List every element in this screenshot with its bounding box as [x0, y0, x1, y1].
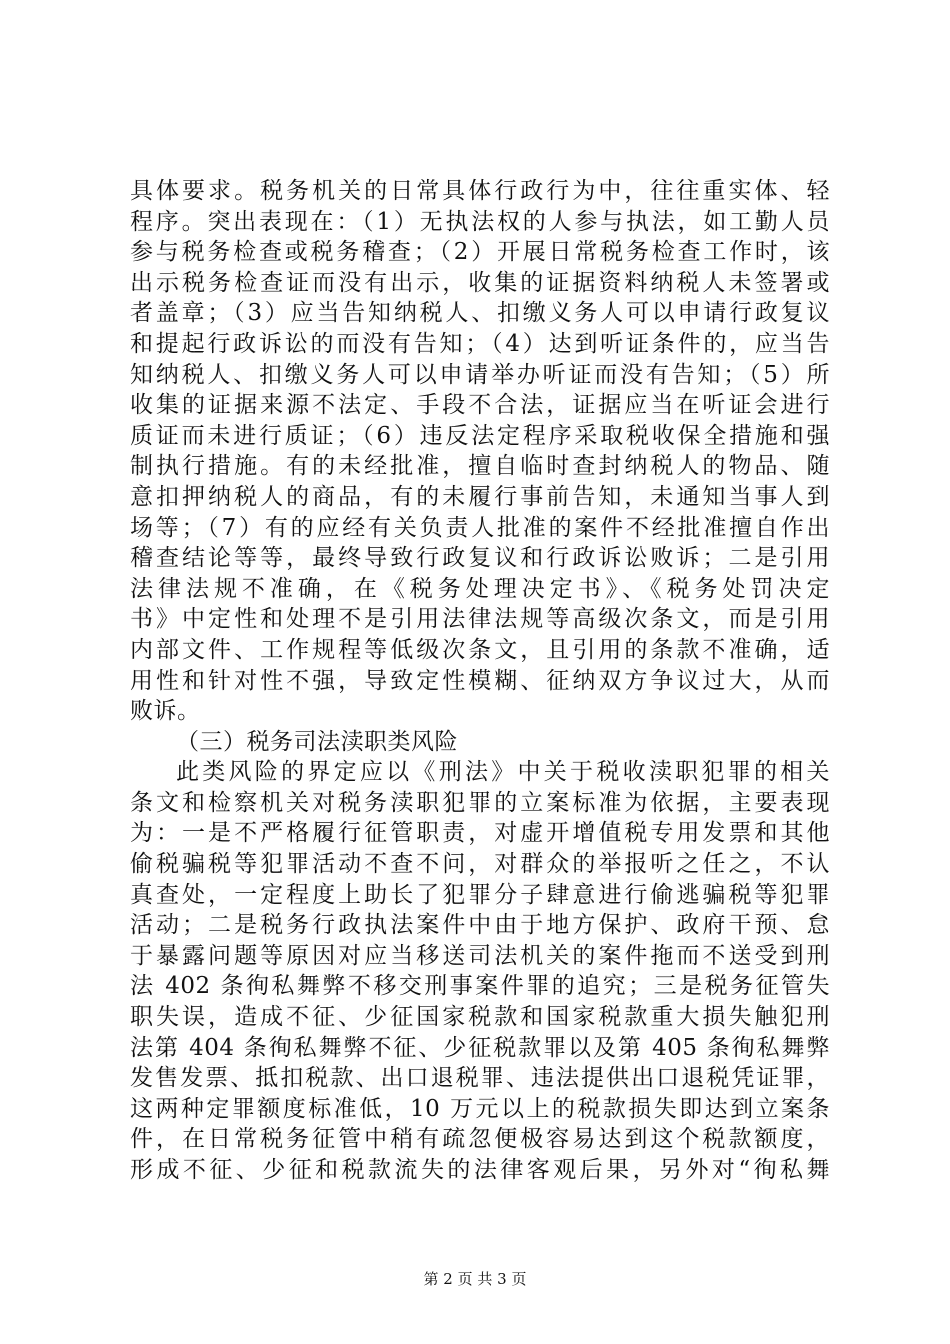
- text-line: 内部文件、工作规程等低级次条文，且引用的条款不准确，适: [130, 636, 830, 663]
- text-line: 职失误，造成不征、少征国家税款和国家税款重大损失触犯刑: [130, 1004, 830, 1031]
- text-line: 此类风险的界定应以《刑法》中关于税收渎职犯罪的相关: [176, 759, 830, 786]
- text-line: 败诉。: [130, 698, 201, 725]
- paragraph-2: [130, 757, 830, 1185]
- text-line: 和提起行政诉讼的而没有告知；（4）达到听证条件的，应当告: [130, 330, 830, 357]
- text-line: 具体要求。税务机关的日常具体行政行为中，往往重实体、轻: [130, 178, 830, 204]
- text-line: 形成不征、少征和税款流失的法律客观后果，另外对“徇私舞: [130, 1157, 830, 1183]
- text-line: 用性和针对性不强，导致定性模糊、征纳双方争议过大，从而: [130, 667, 830, 694]
- text-line: 偷税骗税等犯罪活动不查不问，对群众的举报听之任之，不认: [130, 851, 830, 878]
- text-line: 书》中定性和处理不是引用法律法规等高级次条文，而是引用: [130, 606, 830, 633]
- text-line: 这两种定罪额度标准低，10 万元以上的税款损失即达到立案条: [130, 1095, 830, 1122]
- paragraph-1: [130, 176, 830, 727]
- text-line: 程序。突出表现在：（1）无执法权的人参与执法，如工勤人员: [130, 208, 830, 235]
- text-line: 件，在日常税务征管中稍有疏忽便极容易达到这个税款额度，: [130, 1126, 830, 1153]
- text-line: 法律法规不准确，在《税务处理决定书》、《税务处罚决定: [130, 575, 830, 602]
- text-line: 发售发票、抵扣税款、出口退税罪、违法提供出口退税凭证罪，: [130, 1065, 830, 1092]
- text-line: 于暴露问题等原因对应当移送司法机关的案件拖而不送受到刑: [130, 942, 830, 969]
- text-line: 知纳税人、扣缴义务人可以申请举办听证而没有告知；（5）所: [130, 361, 830, 388]
- text-line: 质证而未进行质证；（6）违反法定程序采取税收保全措施和强: [130, 422, 830, 449]
- page-footer: [0, 1268, 950, 1289]
- text-line: 为：一是不严格履行征管职责，对虚开增值税专用发票和其他: [130, 820, 830, 847]
- text-line: 制执行措施。有的未经批准，擅自临时查封纳税人的物品、随: [130, 453, 830, 480]
- text-line: 法第 404 条徇私舞弊不征、少征税款罪以及第 405 条徇私舞弊: [130, 1034, 830, 1061]
- text-line: 收集的证据来源不法定、手段不合法，证据应当在听证会进行: [130, 392, 830, 419]
- text-line: 参与税务检查或税务稽查；（2）开展日常税务检查工作时，该: [130, 239, 830, 266]
- text-line: 法 402 条徇私舞弊不移交刑事案件罪的追究；三是税务征管失: [130, 973, 830, 1000]
- text-line: 活动；二是税务行政执法案件中由于地方保护、政府干预、怠: [130, 912, 830, 939]
- text-line: 出示税务检查证而没有出示，收集的证据资料纳税人未签署或: [130, 269, 830, 296]
- text-line: 者盖章；（3）应当告知纳税人、扣缴义务人可以申请行政复议: [130, 300, 830, 327]
- page-number: 第 2 页 共 3 页: [423, 1270, 527, 1288]
- text-line: 真查处，一定程度上助长了犯罪分子肆意进行偷逃骗税等犯罪: [130, 881, 830, 908]
- text-line: 条文和检察机关对税务渎职犯罪的立案标准为依据，主要表现: [130, 789, 830, 816]
- text-line: 意扣押纳税人的商品，有的未履行事前告知，未通知当事人到: [130, 483, 830, 510]
- text-line: 场等；（7）有的应经有关负责人批准的案件不经批准擅自作出: [130, 514, 830, 541]
- text-line: 稽查结论等等，最终导致行政复议和行政诉讼败诉；二是引用: [130, 545, 830, 572]
- section-heading: （三）税务司法渎职类风险: [176, 728, 458, 755]
- document-body: [130, 176, 830, 1186]
